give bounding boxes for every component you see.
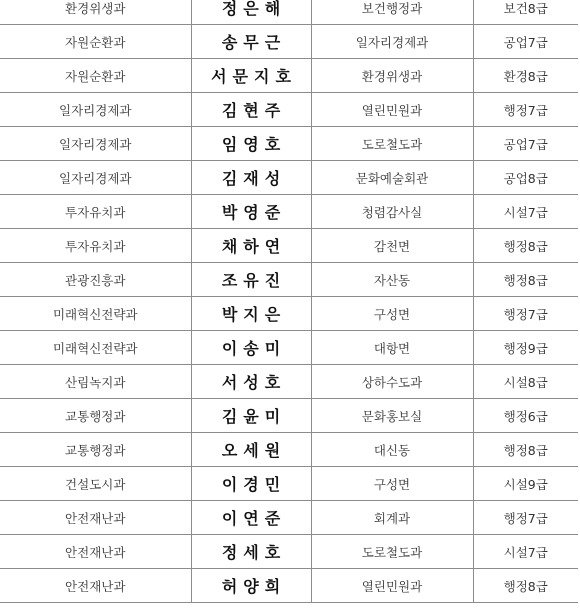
- grade-cell: 시설7급: [473, 195, 578, 229]
- grade-cell: 시설8급: [473, 365, 578, 399]
- new-dept-cell: 도로철도과: [311, 535, 473, 569]
- employee-name-cell: 오세원: [191, 433, 311, 467]
- employee-name-cell: 임영호: [191, 127, 311, 161]
- new-dept-cell: 청렴감사실: [311, 195, 473, 229]
- employee-name-cell: 이송미: [191, 331, 311, 365]
- previous-dept-cell: 교통행정과: [0, 433, 191, 467]
- grade-cell: 행정9급: [473, 331, 578, 365]
- employee-name-cell: 정은해: [191, 0, 311, 25]
- table-row: [0, 399, 578, 433]
- table-row: [0, 25, 578, 59]
- new-dept-cell: 대신동: [311, 433, 473, 467]
- grade-cell: 행정7급: [473, 297, 578, 331]
- table-row: [0, 501, 578, 535]
- new-dept-cell: 열린민원과: [311, 93, 473, 127]
- grade-cell: 공업8급: [473, 161, 578, 195]
- new-dept-cell: 문화예술회관: [311, 161, 473, 195]
- previous-dept-cell: 건설도시과: [0, 467, 191, 501]
- grade-cell: 공업7급: [473, 127, 578, 161]
- new-dept-cell: 대항면: [311, 331, 473, 365]
- grade-cell: 보건8급: [473, 0, 578, 25]
- employee-name-cell: 박지은: [191, 297, 311, 331]
- employee-name-cell: 김현주: [191, 93, 311, 127]
- employee-name-cell: 서문지호: [191, 59, 311, 93]
- employee-name-cell: 김재성: [191, 161, 311, 195]
- grade-cell: 행정8급: [473, 569, 578, 603]
- grade-cell: 행정8급: [473, 263, 578, 297]
- grade-cell: 행정7급: [473, 501, 578, 535]
- employee-name-cell: 박영준: [191, 195, 311, 229]
- grade-cell: 환경8급: [473, 59, 578, 93]
- previous-dept-cell: 자원순환과: [0, 59, 191, 93]
- table-row: [0, 195, 578, 229]
- previous-dept-cell: 산림녹지과: [0, 365, 191, 399]
- new-dept-cell: 보건행정과: [311, 0, 473, 25]
- employee-name-cell: 송무근: [191, 25, 311, 59]
- grade-cell: 행정8급: [473, 229, 578, 263]
- employee-name-cell: 김윤미: [191, 399, 311, 433]
- previous-dept-cell: 일자리경제과: [0, 161, 191, 195]
- previous-dept-cell: 안전재난과: [0, 501, 191, 535]
- new-dept-cell: 일자리경제과: [311, 25, 473, 59]
- previous-dept-cell: 투자유치과: [0, 195, 191, 229]
- previous-dept-cell: 환경위생과: [0, 0, 191, 25]
- previous-dept-cell: 미래혁신전략과: [0, 297, 191, 331]
- previous-dept-cell: 교통행정과: [0, 399, 191, 433]
- new-dept-cell: 환경위생과: [311, 59, 473, 93]
- employee-name-cell: 정세호: [191, 535, 311, 569]
- employee-name-cell: 서성호: [191, 365, 311, 399]
- employee-name-cell: 채하연: [191, 229, 311, 263]
- table-row: [0, 0, 578, 25]
- new-dept-cell: 구성면: [311, 467, 473, 501]
- grade-cell: 행정8급: [473, 433, 578, 467]
- table-row: [0, 93, 578, 127]
- grade-cell: 행정7급: [473, 93, 578, 127]
- previous-dept-cell: 일자리경제과: [0, 127, 191, 161]
- table-row: [0, 161, 578, 195]
- table-row: [0, 297, 578, 331]
- table-row: [0, 467, 578, 501]
- new-dept-cell: 도로철도과: [311, 127, 473, 161]
- previous-dept-cell: 투자유치과: [0, 229, 191, 263]
- employee-name-cell: 조유진: [191, 263, 311, 297]
- previous-dept-cell: 관광진흥과: [0, 263, 191, 297]
- table-row: [0, 433, 578, 467]
- table-row: [0, 569, 578, 603]
- table-row: [0, 365, 578, 399]
- employee-name-cell: 이연준: [191, 501, 311, 535]
- new-dept-cell: 감천면: [311, 229, 473, 263]
- table-row: [0, 535, 578, 569]
- employee-name-cell: 허양희: [191, 569, 311, 603]
- table-row: [0, 59, 578, 93]
- previous-dept-cell: 미래혁신전략과: [0, 331, 191, 365]
- previous-dept-cell: 안전재난과: [0, 535, 191, 569]
- employee-name-cell: 이경민: [191, 467, 311, 501]
- new-dept-cell: 자산동: [311, 263, 473, 297]
- new-dept-cell: 문화홍보실: [311, 399, 473, 433]
- grade-cell: 시설9급: [473, 467, 578, 501]
- new-dept-cell: 상하수도과: [311, 365, 473, 399]
- table-row: [0, 331, 578, 365]
- grade-cell: 시설7급: [473, 535, 578, 569]
- new-dept-cell: 열린민원과: [311, 569, 473, 603]
- table-row: [0, 263, 578, 297]
- table-row: [0, 229, 578, 263]
- previous-dept-cell: 안전재난과: [0, 569, 191, 603]
- new-dept-cell: 구성면: [311, 297, 473, 331]
- new-dept-cell: 회계과: [311, 501, 473, 535]
- grade-cell: 공업7급: [473, 25, 578, 59]
- grade-cell: 행정6급: [473, 399, 578, 433]
- previous-dept-cell: 자원순환과: [0, 25, 191, 59]
- table-row: [0, 127, 578, 161]
- previous-dept-cell: 일자리경제과: [0, 93, 191, 127]
